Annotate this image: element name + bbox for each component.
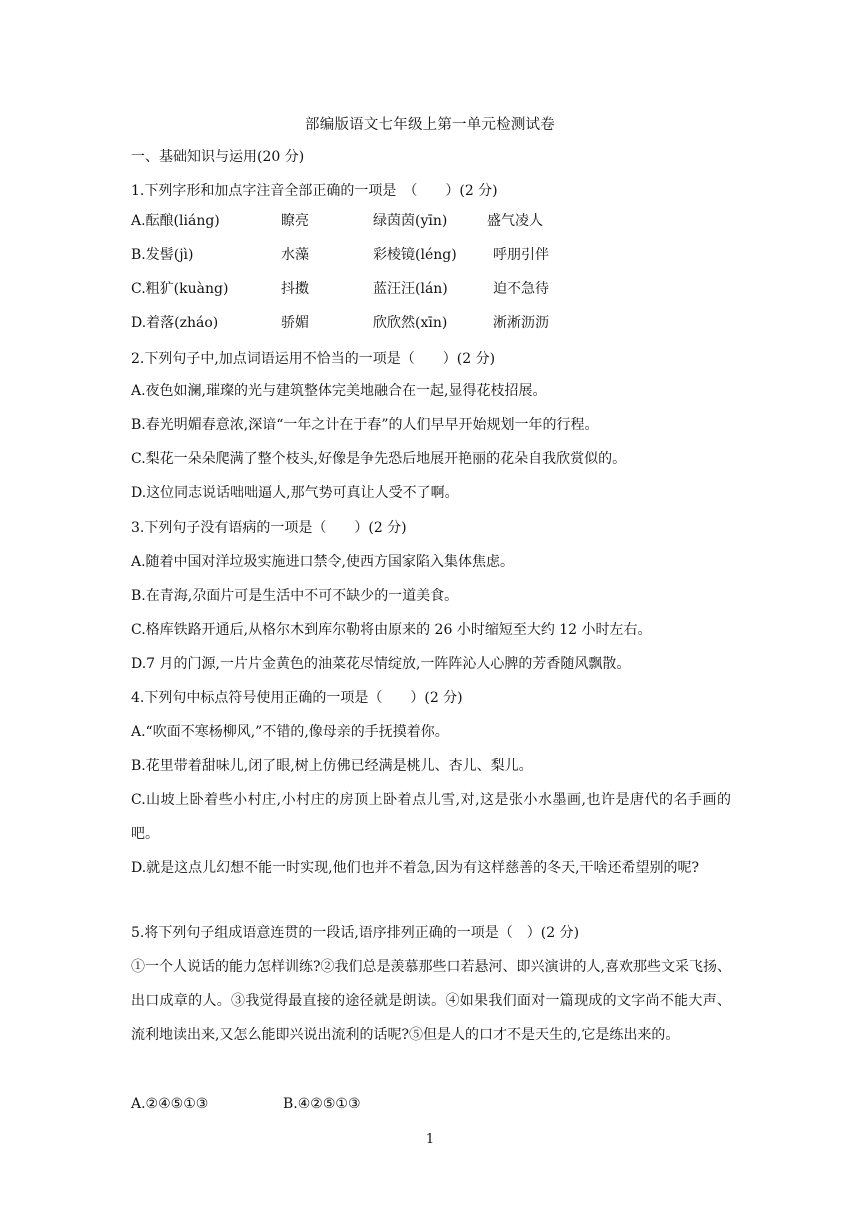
q1-a-word-3: 绿茵茵(yīn)	[373, 213, 448, 229]
q4-option-a: A.“吹面不寒杨柳风,”不错的,像母亲的手抚摸着你。	[131, 724, 449, 740]
question-3-stem: 3.下列句子没有语病的一项是（ ）(2 分)	[131, 520, 407, 536]
page-number: 1	[425, 1132, 435, 1147]
q3-option-d: D.7 月的门源,一片片金黄色的油菜花尽情绽放,一阵阵沁人心脾的芳香随风飘散。	[131, 656, 631, 672]
q1-c-word-3: 蓝汪汪(lán)	[373, 281, 448, 297]
q5-option-b: B.④②⑤①③	[283, 1096, 361, 1112]
q1-a-word-2: 瞭亮	[281, 213, 309, 229]
q4-option-b: B.花里带着甜味儿,闭了眼,树上仿佛已经满是桃儿、杏儿、梨儿。	[131, 758, 533, 774]
q3-option-c: C.格库铁路开通后,从格尔木到库尔勒将由原来的 26 小时缩短至大约 12 小时左右。	[131, 622, 652, 638]
q1-c-word-2: 抖擞	[281, 281, 309, 297]
q1-d-word-1: D.着落(zháo)	[131, 315, 219, 331]
q5-option-a: A.②④⑤①③	[131, 1096, 209, 1112]
q2-option-b: B.春光明媚春意浓,深谙“一年之计在于春”的人们早早开始规划一年的行程。	[131, 417, 599, 433]
q1-a-word-1: A.酝酿(liáng)	[131, 213, 220, 229]
q4-option-d: D.就是这点儿幻想不能一时实现,他们也并不着急,因为有这样慈善的冬天,干啥还希望别的呢?	[131, 860, 700, 876]
q5-passage: ①一个人说话的能力怎样训练?②我们总是羡慕那些口若悬河、即兴演讲的人,喜欢那些文采飞扬、出口成章的人。③我觉得最直接的途径就是朗读。④如果我们面对一篇现成的文字尚不能大声、流利地读出来,又怎么能即兴说出流利的话呢?⑤但是人的口才不是天生的,它是练出来的。	[131, 959, 731, 1043]
q1-d-word-4: 淅淅沥沥	[493, 315, 549, 331]
q1-d-word-3: 欣欣然(xīn)	[373, 315, 448, 331]
q1-b-word-3: 彩棱镜(léng)	[373, 247, 457, 263]
q2-option-c: C.梨花一朵朵爬满了整个枝头,好像是争先恐后地展开艳丽的花朵自我欣赏似的。	[131, 451, 627, 467]
question-4-stem: 4.下列句中标点符号使用正确的一项是（ ）(2 分)	[131, 690, 463, 706]
q2-option-d: D.这位同志说话咄咄逼人,那气势可真让人受不了啊。	[131, 485, 459, 501]
q1-b-word-2: 水藻	[281, 247, 309, 263]
page-title: 部编版语文七年级上第一单元检测试卷	[305, 117, 555, 133]
question-5-stem: 5.将下列句子组成语意连贯的一段话,语序排列正确的一项是（ ）(2 分)	[131, 925, 580, 941]
q2-option-a: A.夜色如澜,璀璨的光与建筑整体完美地融合在一起,显得花枝招展。	[131, 383, 547, 399]
question-2-stem: 2.下列句子中,加点词语运用不恰当的一项是（ ）(2 分)	[131, 351, 496, 367]
q1-b-word-4: 呼朋引伴	[493, 247, 549, 263]
section-heading: 一、基础知识与运用(20 分)	[131, 149, 305, 165]
q3-option-b: B.在青海,尕面片可是生活中不可不缺少的一道美食。	[131, 588, 459, 604]
q1-b-word-1: B.发髻(jì)	[131, 247, 194, 263]
q4-option-c: C.山坡上卧着些小村庄,小村庄的房顶上卧着点儿雪,对,这是张小水墨画,也许是唐代的名手画的吧。	[131, 792, 731, 842]
q1-d-word-2: 骄媚	[281, 315, 309, 331]
question-1-stem: 1.下列字形和加点字注音全部正确的一项是 （ ）(2 分)	[131, 183, 498, 199]
q3-option-a: A.随着中国对洋垃圾实施进口禁令,使西方国家陷入集体焦虑。	[131, 554, 515, 570]
q1-a-word-4: 盛气凌人	[487, 213, 543, 229]
q1-c-word-4: 迫不急待	[493, 281, 549, 297]
q1-c-word-1: C.粗犷(kuàng)	[131, 281, 229, 297]
